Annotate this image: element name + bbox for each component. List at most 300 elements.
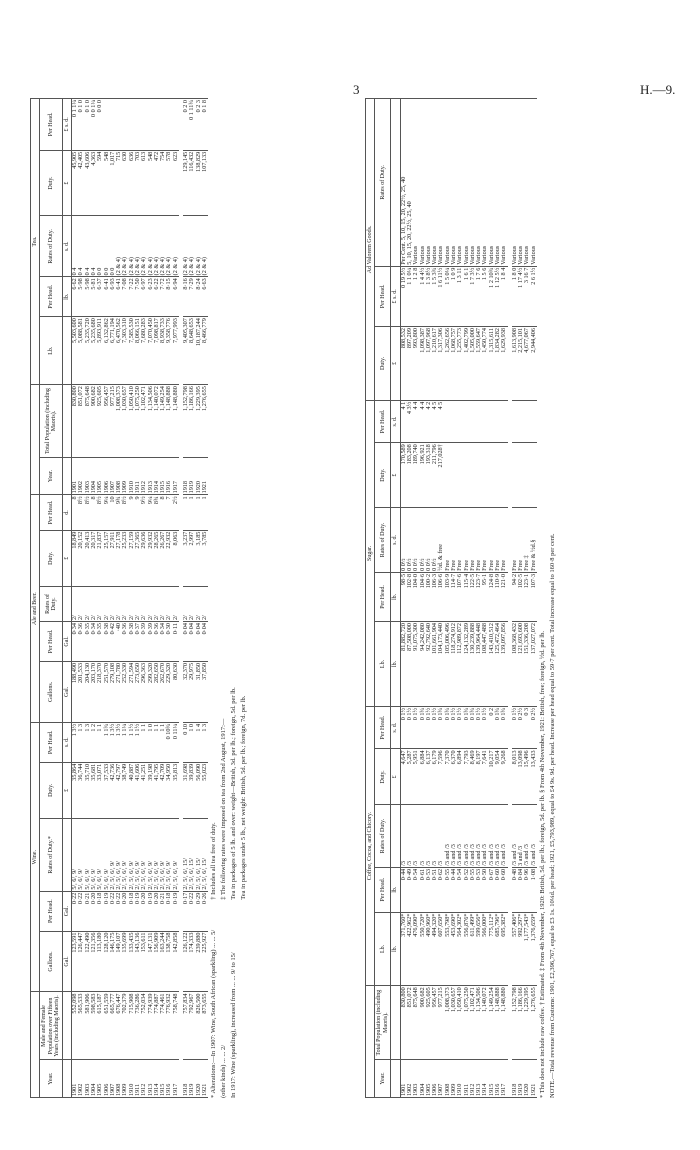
footnote: * This does not include raw coffee. † Estimated. ‡ From 4th November, 1920: British, 5d. per lb.; foreign, 5d. per lb. § From 4th November, 1921: British, free; foreign, ½d. per lb.: [538, 631, 546, 1098]
table-cell: 1904: [91, 1060, 97, 1098]
table-cell: 2/, 5/, 6/, 9/: [129, 818, 135, 891]
table-cell: 10,217: [489, 749, 495, 805]
table-cell: (2 & 4): [173, 216, 179, 277]
unit-header: £ s. d.: [62, 99, 71, 151]
table-cell: 163,244: [160, 931, 166, 992]
table-cell: 1918: [183, 1060, 189, 1098]
table-cell: 0 2: [489, 706, 495, 749]
column-group-header: Tea.: [31, 99, 40, 385]
table-cell: 0 1½: [432, 706, 438, 749]
table-cell: 0·55: [445, 867, 451, 912]
table-cell: 2½: [173, 495, 179, 530]
table-cell: 4,647: [400, 749, 407, 805]
table-cell: 1904: [420, 1060, 426, 1098]
table-cell: 651,559: [104, 992, 110, 1060]
table-cell: 262,670: [160, 661, 166, 722]
table-cell: 0·26: [202, 891, 208, 931]
table-cell: 94,242,080: [420, 622, 426, 707]
table-cell: 106·3: [432, 572, 438, 621]
table-cell: 225,927: [202, 931, 208, 992]
column-header: Per Head.: [40, 891, 62, 931]
table-cell: 0·36: [154, 622, 160, 662]
table-cell: 611,499*: [470, 912, 476, 986]
table-cell: 0 1 8: [202, 99, 208, 151]
table-cell: 4 4: [420, 400, 426, 443]
group-spacer: [366, 986, 375, 1098]
table-cell: 143,136: [135, 931, 141, 992]
table-cell: 1920: [524, 1060, 530, 1098]
table-cell: 0 1¾: [464, 706, 470, 749]
table-cell: 1,834,282: [495, 327, 501, 401]
table-cell: 126,447: [78, 931, 84, 992]
table-cell: 7,098,817: [154, 317, 160, 385]
table-cell: 566,000*: [482, 912, 488, 986]
table-cell: 2/: [91, 586, 97, 621]
table-cell: 7·72: [160, 277, 166, 317]
table-cell: 3,185: [196, 530, 202, 586]
column-header: Lb.: [375, 622, 391, 707]
table-cell: 0 2½: [518, 706, 524, 749]
table-cell: 1·08: [531, 867, 537, 912]
column-header: Rates of Duty.: [375, 805, 391, 868]
table-cell: 0 3: [524, 706, 530, 749]
table-cell: /3: [407, 805, 413, 868]
footnote: NOTE.—Total revenue from Customs: 1901, £2,396,767, equal to £3 1s. 10¼d. per head; 1921, £5,793,989, equal to £4 9s. 9d. per head. Increase per head equal to 59·7 per cent. Total increase equal to 160·8 per cent.: [548, 533, 556, 1098]
table-cell: 138,758: [166, 931, 172, 992]
column-header: Year.: [375, 1060, 391, 1098]
table-cell: 1,050,410: [457, 986, 463, 1060]
table-cell: 122,490: [85, 931, 91, 992]
footnote: * Alterations:—In 1907: Wine, South African (sparkling) ... ... 5/: [210, 929, 218, 1098]
table-cell: 1902: [78, 1060, 84, 1098]
table-cell: 1 1¾: [104, 722, 110, 762]
table-cell: 20,317: [91, 530, 97, 586]
table-cell: 0 1¾: [438, 706, 444, 749]
table-cell: 5,235,680: [91, 317, 97, 385]
column-header: Per Head.: [375, 400, 391, 443]
table-cell: 774,939: [148, 992, 154, 1060]
table-cell: 6·62: [72, 277, 79, 317]
table-cell: 1 5 3¾: [432, 266, 438, 326]
table-cell: 1 1¼: [122, 722, 128, 762]
table-cell: 121·0: [501, 572, 507, 621]
table-cell: 38,749: [122, 762, 128, 818]
table-cell: 0·44: [451, 867, 457, 912]
table-cell: 630: [122, 150, 128, 216]
table-cell: 41,606: [135, 762, 141, 818]
footnote: Tea in packages of 5 lb. and over: weight—British, 3d. per lb.; foreign, 5d. per lb.: [230, 687, 238, 900]
table-cell: 0 1¾: [445, 706, 451, 749]
unit-header: £: [62, 150, 71, 216]
table-cell: 1917: [173, 1060, 179, 1098]
table-cell: 2/, 5/, 6/, 15/: [183, 818, 189, 891]
table-cell: 27,178: [116, 530, 122, 586]
table-cell: 196,921: [420, 443, 426, 508]
table-cell: 8,063: [173, 530, 179, 586]
table-cell: 8: [91, 495, 97, 530]
table-cell: 10: [110, 495, 116, 530]
table-cell: 1913: [148, 1060, 154, 1098]
table-cell: 6·94: [173, 277, 179, 317]
table-cell: 0·55: [470, 867, 476, 912]
table-cell: 0·53: [476, 867, 482, 912]
table-cell: 1 2: [91, 722, 97, 762]
table-cell: 6·97: [141, 277, 147, 317]
table-cell: 3,237: [183, 530, 189, 586]
table-cell: 37,533: [104, 762, 110, 818]
table-cell: 143,410,512: [489, 622, 495, 707]
unit-header: s. d.: [391, 508, 400, 573]
table-cell: 2,944,406: [531, 327, 537, 401]
table-cell: 2/, 5/, 6/, 9/: [173, 818, 179, 891]
coffee-sugar-advalorem-table: [365, 98, 537, 1098]
table-cell: 201,533: [78, 661, 84, 722]
table-cell: 0·36: [122, 622, 128, 662]
table-cell: 156,909: [154, 931, 160, 992]
table-cell: 1 1: [141, 722, 147, 762]
table-cell: 0·21: [85, 891, 91, 931]
table-cell: 1 17 4½: [518, 266, 524, 326]
table-cell: 6,884: [420, 749, 426, 805]
table-cell: 715: [116, 150, 122, 216]
unit-header: lb.: [391, 572, 400, 621]
table-cell: 42,405: [78, 150, 84, 216]
table-cell: 1 2 8: [413, 266, 419, 326]
table-cell: 757,834: [183, 992, 189, 1060]
table-cell: 0·18: [129, 891, 135, 931]
table-cell: 42,736: [110, 762, 116, 818]
column-header: Per Head.: [375, 867, 391, 912]
table-cell: /3 and /3: [524, 805, 530, 868]
table-cell: 112,989,872: [457, 622, 463, 707]
table-cell: 36,744: [78, 762, 84, 818]
table-cell: 873,655: [202, 992, 208, 1060]
table-cell: 5/, 6/, 9/: [78, 818, 84, 891]
column-header: Per Head.: [40, 622, 62, 662]
table-cell: 8¾: [154, 495, 160, 530]
table-cell: 5·81: [91, 277, 97, 317]
table-cell: 41,251: [141, 762, 147, 818]
table-cell: /3 and /3: [489, 805, 495, 868]
column-header: Lb.: [375, 912, 391, 986]
table-cell: 13,433: [531, 749, 537, 805]
table-cell: 6·23: [148, 277, 154, 317]
table-cell: 0·36: [78, 622, 84, 662]
table-cell: Free: [451, 508, 457, 573]
table-cell: 8,197: [476, 749, 482, 805]
table-cell: 0 1½: [413, 706, 419, 749]
table-cell: 1 12 5½: [495, 266, 501, 326]
table-cell: 39,839: [189, 762, 195, 818]
unit-header: £: [62, 530, 71, 586]
table-cell: 0·52: [464, 867, 470, 912]
table-cell: 5·98: [78, 277, 84, 317]
table-cell: 0 0½: [413, 508, 419, 573]
table-cell: 758,748: [173, 992, 179, 1060]
table-cell: 2,997: [189, 530, 195, 586]
table-cell: 371,760*: [400, 912, 407, 986]
table-cell: /3 and /3: [445, 805, 451, 868]
column-header: Year.: [40, 1060, 62, 1098]
table-cell: 993,800: [413, 327, 419, 401]
unit-header: lb.: [391, 622, 400, 707]
table-cell: 1908: [445, 1060, 451, 1098]
table-cell: 1907: [110, 457, 116, 495]
table-cell: 1908: [116, 457, 122, 495]
table-cell: 0·51: [432, 867, 438, 912]
table-cell: 0·19: [104, 891, 110, 931]
table-cell: /3 and /3: [501, 805, 507, 868]
table-cell: 189,740: [413, 443, 419, 508]
table-cell: 296,363: [141, 661, 147, 722]
table-cell: 0·67: [489, 867, 495, 912]
table-cell: 183,208: [407, 443, 413, 508]
table-cell: 1,102,471: [470, 986, 476, 1060]
table-cell: 0 0: [104, 216, 110, 277]
column-group-header: Coffee, Cocoa, and Chicory.: [366, 706, 375, 985]
unit-header: [391, 805, 400, 868]
table-cell: 1915: [160, 1060, 166, 1098]
table-cell: 0 1½: [426, 706, 432, 749]
wine-beer-tea-table-block: [30, 98, 355, 1098]
table-cell: 0·44: [400, 867, 407, 912]
table-cell: 0 0 0: [97, 99, 103, 151]
table-cell: Various: [432, 99, 438, 267]
table-cell: 8,938,733: [160, 317, 166, 385]
table-cell: 1,148,888: [166, 385, 172, 458]
table-cell: 1910: [129, 457, 135, 495]
table-cell: 8,066,151: [135, 317, 141, 385]
table-cell: 1 4 4½: [420, 266, 426, 326]
table-cell: 1903: [413, 1060, 419, 1098]
table-cell: 2/: [173, 586, 179, 621]
table-cell: 1,629,938: [501, 327, 507, 401]
table-cell: 0 1½: [400, 706, 407, 749]
table-cell: 1,376,659*: [531, 912, 537, 986]
table-cell: (2 & 4): [122, 216, 128, 277]
table-cell: 7,303,310: [122, 317, 128, 385]
table-cell: 40,887: [129, 762, 135, 818]
table-cell: 1 1 0¼: [407, 266, 413, 326]
column-header: Duty.: [375, 443, 391, 508]
table-cell: Various: [426, 99, 432, 267]
table-cell: 1907: [110, 1060, 116, 1098]
table-cell: 0·62: [438, 867, 444, 912]
table-cell: 1 1: [154, 722, 160, 762]
table-cell: 1911: [464, 1060, 470, 1098]
table-cell: 122·5: [470, 572, 476, 621]
table-cell: 1 3½: [116, 722, 122, 762]
table-cell: 1,097,968: [426, 327, 432, 401]
table-cell: 282,650: [154, 661, 160, 722]
table-cell: 1 2 10¾: [489, 266, 495, 326]
table-cell: 1915: [489, 1060, 495, 1098]
table-cell: 279,108: [110, 661, 116, 722]
table-cell: 2/, 5/, 6/, 15/: [202, 818, 208, 891]
table-cell: 126,122: [183, 931, 189, 992]
column-header: Gallons.: [40, 931, 62, 992]
table-cell: 9,054: [495, 749, 501, 805]
table-cell: 0 1¾: [495, 706, 501, 749]
table-cell: 105,006,496: [445, 622, 451, 707]
table-cell: 0·60: [501, 867, 507, 912]
table-cell: 553,798*: [445, 912, 451, 986]
table-cell: 1,148,880: [173, 385, 179, 458]
table-cell: 7,680,283: [141, 317, 147, 385]
table-cell: 2/, 5/, 6/, 9/: [154, 818, 160, 891]
table-cell: 121,356: [91, 931, 97, 992]
table-row: [531, 99, 537, 1098]
table-cell: 129,145: [183, 150, 189, 216]
unit-header: d.: [62, 495, 71, 530]
table-cell: 5/, 6/, 9/: [91, 818, 97, 891]
table-cell: 1906: [432, 1060, 438, 1098]
table-cell: 13,098: [518, 749, 524, 805]
table-cell: Various: [413, 99, 419, 267]
table-cell: ·40: [116, 622, 122, 662]
table-cell: 1 7 6: [476, 266, 482, 326]
column-group-header: Ad Valorem Goods.: [366, 99, 375, 401]
table-cell: 2/: [160, 586, 166, 621]
table-cell: 0 0: [110, 216, 116, 277]
table-cell: 35,681: [91, 762, 97, 818]
table-cell: 28,265: [154, 530, 160, 586]
table-cell: 1,134,506: [148, 385, 154, 458]
table-cell: 1 3½: [110, 722, 116, 762]
table-cell: 1,210,617: [432, 327, 438, 401]
table-cell: 1 6 1: [464, 266, 470, 326]
table-cell: Various: [531, 99, 537, 267]
unit-header: £: [62, 762, 71, 818]
table-cell: 138,829: [196, 150, 202, 216]
table-cell: 251,570: [104, 661, 110, 722]
table-cell: 6,470,562: [116, 317, 122, 385]
table-cell: 1 1: [97, 722, 103, 762]
table-cell: 0 1 0: [85, 99, 91, 151]
table-cell: 1921: [531, 1060, 537, 1098]
table-cell: 7,070,450: [148, 317, 154, 385]
table-cell: 900,682: [91, 385, 97, 458]
table-cell: (2 & 4): [135, 216, 141, 277]
table-cell: 22,932: [166, 530, 172, 586]
table-cell: (2 & 4): [183, 216, 189, 277]
table-cell: 5·98: [85, 277, 91, 317]
table-cell: 1916: [495, 1060, 501, 1098]
table-cell: /3 and /3: [451, 805, 457, 868]
table-cell: 2/: [141, 586, 147, 621]
table-cell: Various: [470, 99, 476, 267]
table-cell: 8,648,653: [189, 317, 195, 385]
unit-header: lb.: [62, 277, 71, 317]
table-cell: 3,785: [202, 530, 208, 586]
table-cell: 0·39: [141, 622, 147, 662]
unit-header: s. d.: [62, 216, 71, 277]
table-cell: 1907: [438, 1060, 444, 1098]
table-cell: 18,849: [72, 530, 79, 586]
table-cell: 123·1: [524, 572, 530, 621]
table-cell: 95·1: [482, 572, 488, 621]
table-cell: 565,533: [78, 992, 84, 1060]
table-cell: 1 3 8½: [426, 266, 432, 326]
column-header: Rates of Duty.: [40, 216, 62, 277]
table-cell: 3 and /3: [518, 805, 524, 868]
table-cell: 0·29: [196, 891, 202, 931]
table-cell: 695,382*: [501, 912, 507, 986]
table-cell: 271,780: [116, 661, 122, 722]
table-cell: 6·22: [154, 277, 160, 317]
table-cell: (2 & 4): [154, 216, 160, 277]
column-header: Rates of Duty.: [375, 508, 391, 573]
table-cell: 9¾: [116, 495, 122, 530]
table-cell: 2/: [148, 586, 154, 621]
unit-header: £: [391, 443, 400, 508]
table-cell: 3 16 7: [524, 266, 530, 326]
table-cell: 900,682: [420, 986, 426, 1060]
table-cell: 27,911: [110, 530, 116, 586]
table-cell: 1 1½: [135, 722, 141, 762]
table-cell: /3 and /3: [495, 805, 501, 868]
table-cell: 1914: [482, 1060, 488, 1098]
table-cell: 685,796*: [495, 912, 501, 986]
table-cell: 102·5: [518, 572, 524, 621]
table-cell: Various: [464, 99, 470, 267]
table-cell: 0·19: [173, 891, 179, 931]
group-spacer: [31, 385, 40, 495]
table-cell: /3 and /3: [457, 805, 463, 868]
table-cell: 1910: [457, 1060, 463, 1098]
table-cell: 0·34: [91, 622, 97, 662]
table-cell: 1,075,250: [135, 385, 141, 458]
table-cell: 0·61: [420, 867, 426, 912]
table-cell: 104,173,440: [438, 622, 444, 707]
table-cell: 1,030,657: [451, 986, 457, 1060]
table-cell: Free: [482, 508, 488, 573]
table-cell: 26,267: [160, 530, 166, 586]
table-cell: 124,132,289: [464, 622, 470, 707]
table-cell: 1,315,611: [489, 327, 495, 401]
table-cell: 2/, 5/, 6/, 9/: [141, 818, 147, 891]
table-cell: 702,379: [122, 992, 128, 1060]
table-cell: /3: [438, 805, 444, 868]
table-cell: 1901: [400, 1060, 407, 1098]
table-cell: 170,589: [400, 443, 407, 508]
table-cell: 32,370: [183, 661, 189, 722]
wine-beer-tea-table: [30, 98, 208, 1098]
document-reference: H.—9.: [640, 82, 676, 97]
table-cell: 5,088,581: [78, 317, 84, 385]
table-cell: 6,370: [451, 749, 457, 805]
table-cell: 1919: [189, 1060, 195, 1098]
table-cell: 0 0: [97, 216, 103, 277]
table-cell: 1 8 0: [512, 266, 518, 326]
table-cell: 81,882,720: [400, 622, 407, 707]
table-cell: 0 11¼: [173, 722, 179, 762]
table-cell: 31,698: [183, 762, 189, 818]
table-cell: 9,358,776: [166, 317, 172, 385]
table-cell: 875,648: [85, 385, 91, 458]
table-cell: 2/, 5/, 6/, 15/: [189, 818, 195, 891]
unit-header: Gal.: [62, 622, 71, 662]
table-cell: 106·6: [438, 572, 444, 621]
table-cell: 118,274,912: [451, 622, 457, 707]
table-cell: 851,072: [78, 385, 84, 458]
table-cell: 0·11: [173, 622, 179, 662]
table-cell: 0 1¾: [501, 706, 507, 749]
unit-header: £ s. d.: [391, 266, 400, 326]
table-cell: 776,932: [166, 992, 172, 1060]
table-cell: Various: [438, 99, 444, 267]
table-cell: 102·8: [407, 572, 413, 621]
